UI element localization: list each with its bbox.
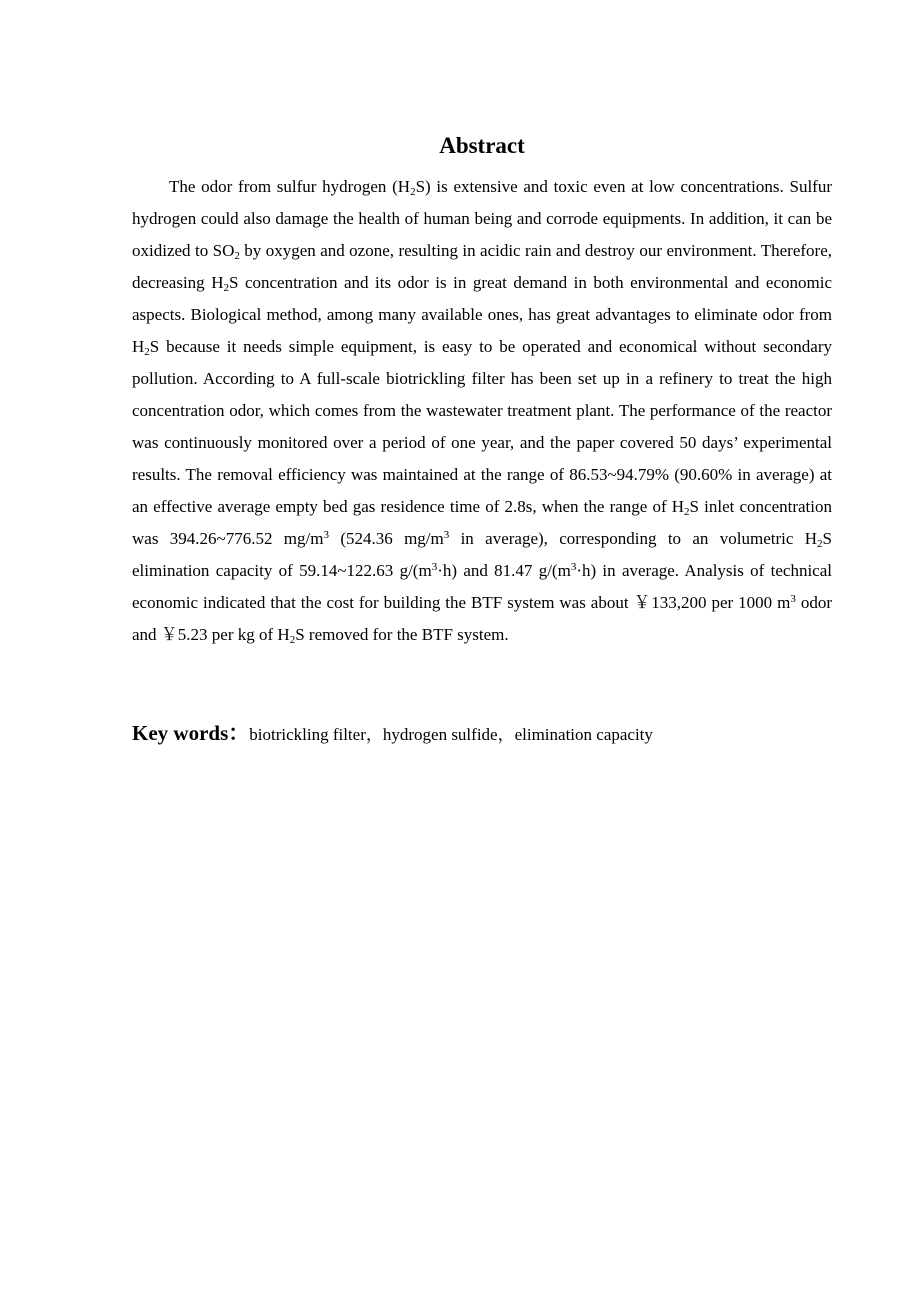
abstract-text: S inlet concentration was 394.26~776.52 mg/m	[132, 497, 832, 548]
abstract-text: by oxygen and ozone, resulting in acidic rain and destroy our environment. Therefore, decreasing H	[132, 241, 832, 292]
abstract-text: in average), corresponding to an volumetric H	[449, 529, 818, 548]
abstract-title: Abstract	[439, 133, 525, 158]
abstract-text: (524.36 mg/m	[328, 529, 444, 548]
abstract-text: ·h) and 81.47 g/(m	[437, 561, 571, 580]
subscript: 2	[684, 506, 690, 518]
superscript: 3	[431, 561, 438, 573]
abstract-paragraph	[132, 171, 832, 651]
subscript: 2	[289, 634, 296, 646]
keyword-item: elimination capacity	[514, 725, 653, 744]
keyword-item: biotrickling filter	[249, 725, 366, 744]
abstract-text: S because it needs simple equipment, is easy to be operated and economical without secondary pollution. According to A full-scale biotrickling filter has been set up in a refinery to treat the high concentration odor, which comes from the wastewater treatment plant. The performance of the reactor was continuously monitored over a period of one year, and the paper covered 50 days’ experimental results. The removal efficiency was maintained at the range of 86.53~94.79% (90.60% in average) at an effective average empty bed gas residence time of 2.8s, when the range of H	[132, 337, 832, 516]
abstract-text: S concentration and its odor is in great demand in both environmental and economic aspects. Biological method, among many available ones, has great advantages to eliminate odor from H	[132, 273, 832, 356]
keywords-label: Key words：	[132, 721, 250, 745]
superscript: 3	[443, 529, 450, 541]
abstract-text: S removed for the BTF system.	[295, 625, 509, 644]
subscript: 2	[223, 282, 229, 294]
superscript: 3	[323, 529, 329, 541]
superscript: 3	[790, 593, 796, 605]
subscript: 2	[410, 186, 416, 198]
abstract-text: The odor from sulfur hydrogen (H	[169, 177, 411, 196]
subscript: 2	[234, 250, 240, 262]
keywords-line	[132, 717, 832, 751]
abstract-text: S) is extensive and toxic even at low concentrations. Sulfur hydrogen could also damage the health of human being and corrode equipments. In addition, it can be oxidized to SO	[132, 177, 832, 260]
keyword-item: hydrogen sulfide	[382, 725, 498, 744]
keyword-separator: ，	[497, 725, 515, 744]
subscript: 2	[144, 346, 150, 358]
superscript: 3	[570, 561, 577, 573]
abstract-text: ·h) in average. Analysis of technical economic indicated that the cost for building the BTF system was about ￥133,200 per 1000 m	[132, 561, 832, 612]
abstract-text: S elimination capacity of 59.14~122.63 g/(m	[132, 529, 832, 580]
subscript: 2	[817, 538, 823, 550]
abstract-text: odor and ￥5.23 per kg of H	[132, 593, 832, 644]
keyword-separator: ，	[365, 725, 383, 744]
